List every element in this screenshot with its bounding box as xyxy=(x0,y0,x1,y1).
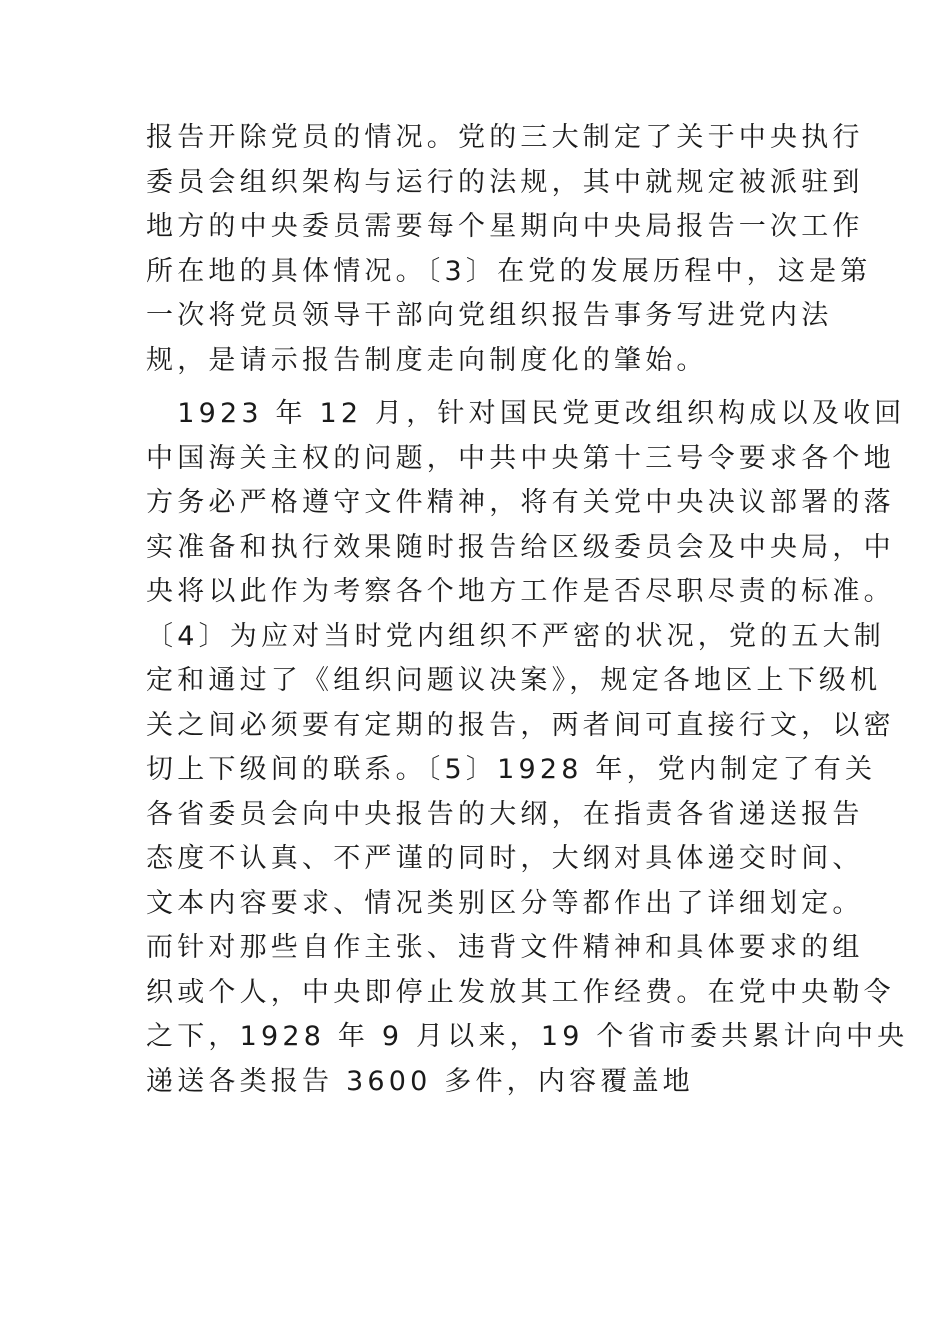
text-line: 文本内容要求、情况类别区分等都作出了详细划定。 xyxy=(146,887,864,919)
text-line: 央将以此作为考察各个地方工作是否尽职尽责的标准。 xyxy=(146,576,895,607)
text-line: 1923 年 12 月，针对国民党更改组织构成以及收回 xyxy=(146,398,906,429)
text-line: 定和通过了《组织问题议决案》，规定各地区上下级机 xyxy=(146,665,882,696)
text-line: 方务必严格遵守文件精神，将有关党中央决议部署的落 xyxy=(146,487,895,518)
text-line: 一次将党员领导干部向党组织报告事务写进党内法 xyxy=(146,300,833,331)
paragraph-2 xyxy=(146,392,909,1104)
text-line: 态度不认真、不严谨的同时，大纲对具体递交时间、 xyxy=(146,843,864,874)
text-line: 中国海关主权的问题，中共中央第十三号令要求各个地 xyxy=(146,442,895,474)
text-line: 规，是请示报告制度走向制度化的肇始。 xyxy=(146,344,708,376)
text-line: 报告开除党员的情况。党的三大制定了关于中央执行 xyxy=(146,122,864,153)
text-line: 关之间必须要有定期的报告，两者间可直接行文，以密 xyxy=(146,709,895,741)
text-line: 织或个人，中央即停止发放其工作经费。在党中央勒令 xyxy=(146,976,895,1008)
text-line: 〔4〕为应对当时党内组织不严密的状况，党的五大制 xyxy=(146,620,885,652)
text-line: 切上下级间的联系。〔5〕1928 年，党内制定了有关 xyxy=(146,754,877,785)
text-line: 地方的中央委员需要每个星期向中央局报告一次工作 xyxy=(146,211,864,242)
paragraph-1 xyxy=(146,116,872,383)
text-line: 递送各类报告 3600 多件，内容覆盖地 xyxy=(146,1065,694,1097)
text-line: 而针对那些自作主张、违背文件精神和具体要求的组 xyxy=(146,932,864,963)
text-line: 实准备和执行效果随时报告给区级委员会及中央局，中 xyxy=(146,531,895,563)
text-line: 各省委员会向中央报告的大纲，在指责各省递送报告 xyxy=(146,798,864,830)
text-line: 所在地的具体情况。〔3〕在党的发展历程中，这是第 xyxy=(146,255,872,287)
text-line: 之下，1928 年 9 月以来，19 个省市委共累计向中央 xyxy=(146,1021,909,1052)
text-line: 委员会组织架构与运行的法规，其中就规定被派驻到 xyxy=(146,166,864,198)
